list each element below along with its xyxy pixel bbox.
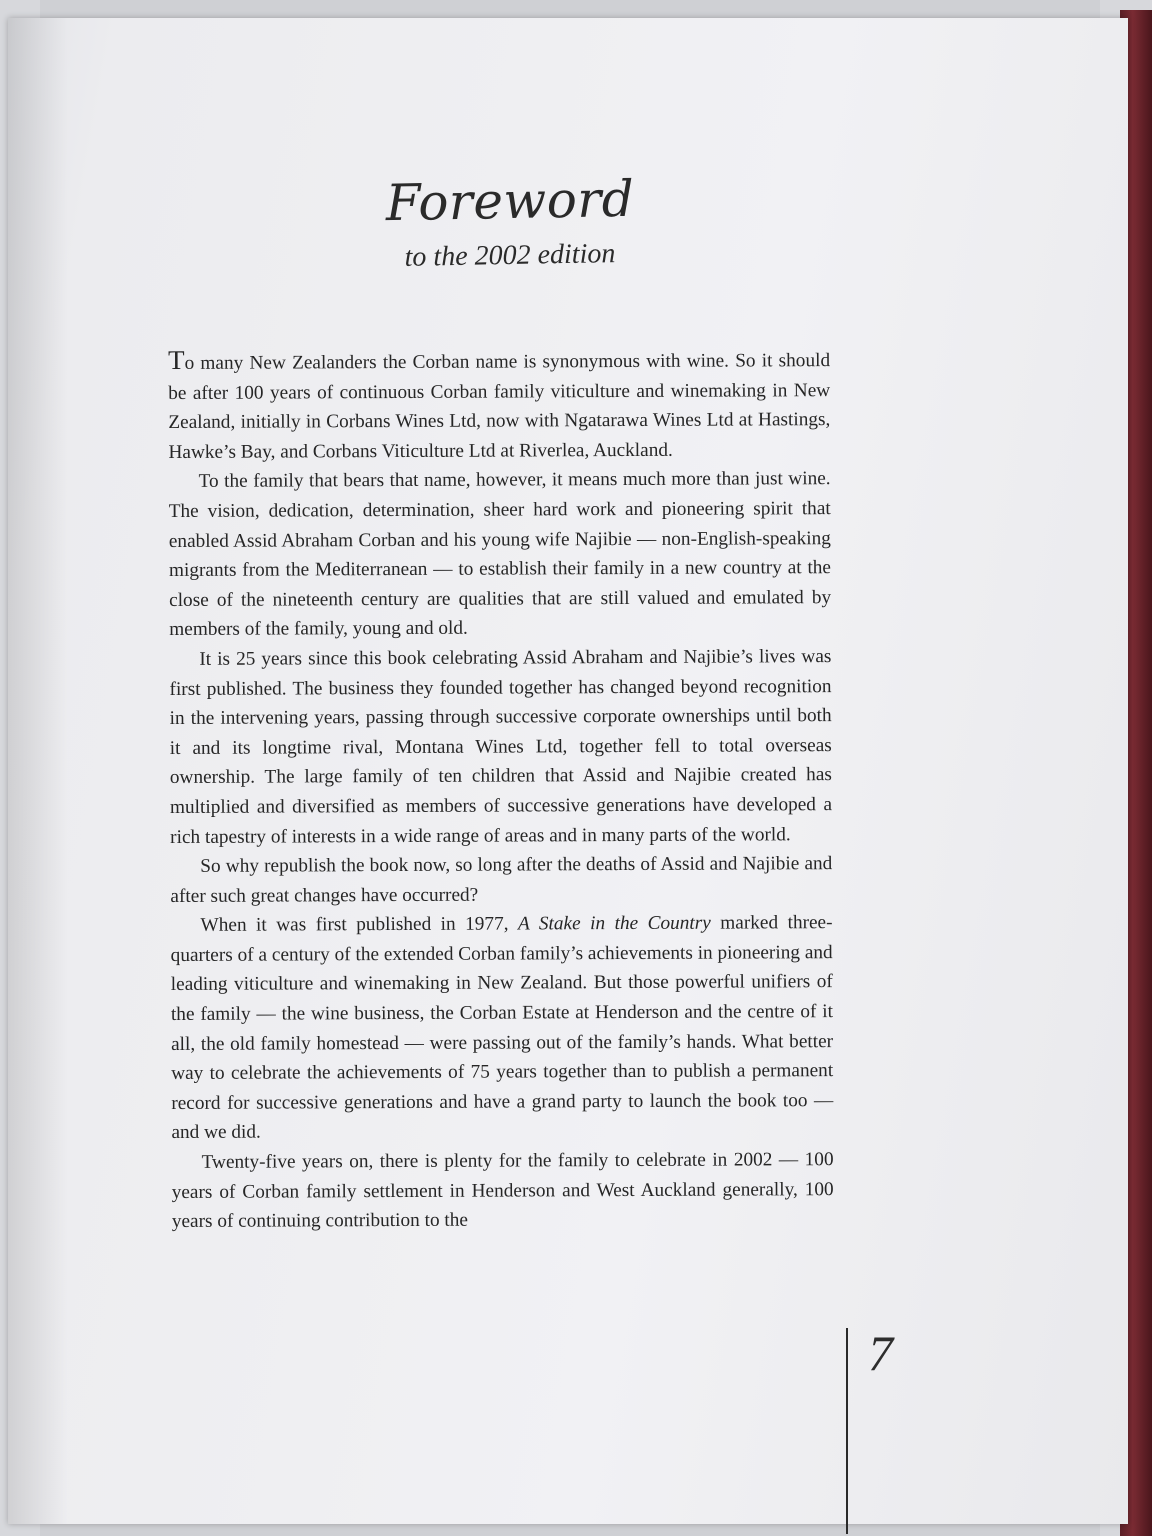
margin-rule [846, 1328, 848, 1534]
book-title-italic: A Stake in the Country [517, 912, 711, 935]
paragraph-5-after: marked three-quarters of a century of the extended Corban family’s achievements in pioneering and leading viticulture and winemaking in New Zealand. But those powerful unifiers of the family — the wine business, the Corban Estate at Henderson and the centre of it all, the old family homestead — were passing out of the family’s hands. What better way to celebrate the achievements of 75 years together than to publish a permanent record for successive generations and have a grand party to launch the book too — and we did. [170, 912, 834, 1144]
body-text [168, 343, 834, 1237]
paragraph-5 [170, 908, 833, 1148]
paragraph-6: Twenty-five years on, there is plenty for the family to celebrate in 2002 — 100 years of Corban family settlement in Henderson and West Auckland generally, 100 years of continuing contribution to the [171, 1149, 834, 1233]
paragraph-1 [168, 343, 831, 467]
paragraph-2: To the family that bears that name, however, it means much more than just wine. The vision, dedication, determination, sheer hard work and pioneering spirit that enabled Assid Abraham Corban and his young wife Najibie — non-English-speaking migrants from the Mediterranean — to establish their family in a new country at the close of the nineteenth century are qualities that are still valued and emulated by members of the family, young and old. [168, 468, 832, 641]
title-block [340, 169, 680, 273]
paragraph-1-text: o many New Zealanders the Corban name is synonymous with wine. So it should be after 100 years of continuous Corban family viticulture and winemaking in New Zealand, initially in Corbans Wines Ltd, now with Ngatarawa Wines Ltd at Hastings, Hawke’s Bay, and Corbans Viticulture Ltd at Riverlea, Auckland. [168, 350, 831, 463]
page-title: Foreword [385, 169, 635, 233]
paragraph-4: So why republish the book now, so long after the deaths of Assid and Najibie and after such great changes have occurred? [170, 853, 833, 907]
page-number: 7 [868, 1325, 893, 1381]
page-subtitle: to the 2002 edition [404, 238, 616, 273]
gutter-shadow [8, 18, 68, 1524]
paragraph-3: It is 25 years since this book celebrating Assid Abraham and Najibie’s lives was first published. The business they founded together has changed beyond recognition in the intervening years, passing through successive corporate ownerships until both it and its longtime rival, Montana Wines Ltd, together fell to total overseas ownership. The large family of ten children that Assid and Najibie created has multiplied and diversified as members of successive generations have developed a rich tapestry of interests in a wide range of areas and in many parts of the world. [169, 646, 833, 848]
drop-cap: T [167, 344, 185, 375]
paragraph-5-before: When it was first published in 1977, [200, 913, 519, 937]
